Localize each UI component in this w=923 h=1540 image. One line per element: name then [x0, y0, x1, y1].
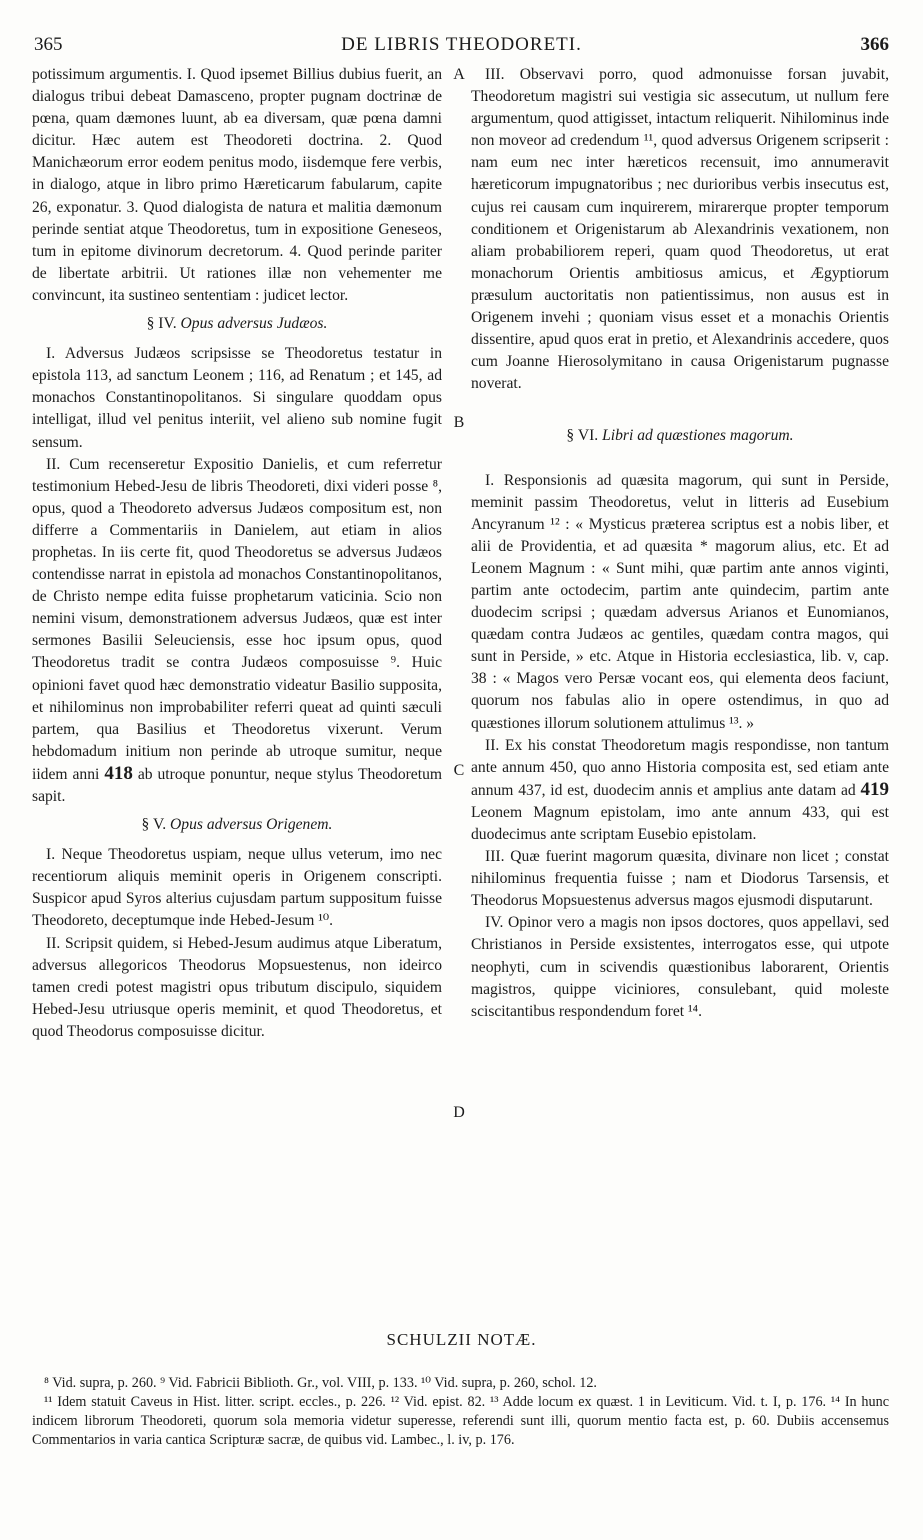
page-number-left: 365 [34, 34, 63, 55]
footnote-line-2: ¹¹ Idem statuit Caveus in Hist. litter. script. eccles., p. 226. ¹² Vid. epist. 82. ¹³ Adde locum ex quæst. 1 in Leviticum. Vid. t. I, p. 176. ¹⁴ In hunc indicem librorum Theodoreti, quorum sola memoria videtur superesse, referendi sunt illi, quorum mentio facta est, p. 60. Dubiis accensemus Commentarios in varia cantica Scripturæ sacræ, de quibus vid. Lambec., l. iv, p. 176. [32, 1394, 889, 1448]
right-column [471, 64, 889, 1023]
section-number: § VI. [566, 427, 599, 445]
paragraph-text-end: ab utroque ponuntur, neque stylus Theodoretum sapit. [32, 765, 442, 805]
right-paragraph-4: III. Quæ fuerint magorum quæsita, divinare non licet ; constat nihilominus frequentia fuisse ; nam et Diodorus Tarsensis, et Theodorus Mopsuestenus adversus magos ejusmodi disputarunt. [471, 848, 889, 910]
margin-marker-c: C [453, 762, 465, 779]
section-title: Libri ad quæstiones magorum. [602, 427, 794, 445]
page-header [34, 34, 889, 60]
footnote-line-1: ⁸ Vid. supra, p. 260. ⁹ Vid. Fabricii Biblioth. Gr., vol. VIII, p. 133. ¹⁰ Vid. supra, p. 260, schol. 12. [44, 1375, 597, 1391]
running-title: DE LIBRIS THEODORETI. [341, 34, 582, 55]
left-paragraph-4: I. Neque Theodoretus uspiam, neque ullus veterum, imo nec recentiorum aliquis meminit operis in Origenem conscripti. Suspicor apud Syros alterius cujusdam partum suppositum fuisse Theodoreto, deceptumque inde Hebed-Jesum ¹⁰. [32, 846, 442, 930]
section-title: Opus adversus Judæos. [180, 315, 328, 333]
paragraph-text: II. Ex his constat Theodoretum magis respondisse, non tantum ante annum 450, quo anno Historia composita est, sed etiam ante annum 437, id est, duodecim annis et amplius ante datam ad [471, 736, 889, 799]
section-number: § IV. [146, 315, 177, 333]
right-paragraph-1: III. Observavi porro, quod admonuisse forsan juvabit, Theodoretum magistri sui vestigia sic assecutum, ut nullum fere argumentum, quod attigisset, intactum reliquerit. Nihilominus inde non moveor ad credendum ¹¹, quod adversus Origenem scripserit : nam eum nec inter hæreticos recensuit, imo annumeravit hæreticorum impugnatoribus ; nec durioribus verbis insecutus est, cujus rei causam cum inquirerem, mirarerque propter temporum conditionem et Origenistarum ab Alexandrinis vexationem, non aliam probabiliorem reperi, quam quod Theodoretus, ut erat monachorum Orientis ambitiosus amicus, et Ægyptiorum præsulum auctoritatis non patientissimus, non ausus est in Origenem invehi ; quoniam visus esset et a monachis Orientis dissentire, apud quos erat in pretio, et Alexandrinis accedere, quos cum Joanne Hierosolymitano in causa Origenistarum pugnasse noverat. [471, 66, 889, 393]
column-number-418: 418 [104, 762, 133, 784]
right-paragraph-5: IV. Opinor vero a magis non ipsos doctores, quos appellavi, sed Christianos in Perside exsistentes, interrogatos esse, qui utpote neophyti, cum in scivendis quæstionibus laborarent, Orientis magistros, quippe viciniores, consulebant, quid moleste sciscitantibus respondendum foret ¹⁴. [471, 914, 889, 1020]
paragraph-text: II. Cum recenseretur Expositio Danielis, et cum referretur testimonium Hebed-Jesu de libris Theodoreti, dixi videri posse ⁸, opus, quod a Theodoreto adversus Judæos compositum est, non differre a Commentariis in Danielem, aut etiam in alios prophetas. In iis certe fit, quod Theodoretus se adversus Judæos contendisse narrat in epistola ad monachos Constantinopolitanos, de Christo nempe edita fuisse prophetarum vaticinia. Scio non nemini visum, demonstrationem adversus Judæos, quæ est inter sermones Basilii Seleuciensis, esse hoc ipsum opus, quod Theodoretus tradit se contra Judæos composuisse ⁹. Huic opinioni favet quod hæc demonstratio videatur Basilio supposita, et nihilominus non improbabiliter referri queat ad quinti sæculi partem, qua Basilius et Theodoretus vixerunt. Verum hebdomadum initium non perinde ab utroque sumitur, neque iidem anni [32, 455, 442, 783]
left-paragraph-1: potissimum argumentis. I. Quod ipsemet Billius dubius fuerit, an dialogus tribui debeat Damasceno, propter pugnam doctrinæ de pœna, quam dæmones luunt, ab ea diversam, quæ pœna damni dicitur. Hæc autem est Theodoreti doctrina. 2. Quod Manichæorum error eodem penitus modo, iisdemque fere verbis, in dialogo, atque in libro primo Hæreticarum fabularum, capite 26, exponatur. 3. Quod dialogista de natura et malitia dæmonum perinde sentiat atque Theodoretus, tum in expositione Geneseos, tum in epitome divinorum decretorum. 4. Quod perinde pariter de libertate arbitrii. Ut rationes illæ non vehementer me convincunt, ita sustineo sententiam : judicet lector. [32, 66, 442, 304]
page-number-right: 366 [860, 34, 889, 55]
margin-marker-d: D [453, 1104, 465, 1121]
left-paragraph-3 [32, 454, 442, 809]
right-paragraph-3 [471, 735, 889, 846]
notes-heading: SCHULZII NOTÆ. [386, 1330, 537, 1349]
section-heading-iv [32, 313, 442, 335]
left-paragraph-2: I. Adversus Judæos scripsisse se Theodoretus testatur in epistola 113, ad sanctum Leonem ; 116, ad Renatum ; et 145, ad monachos Constantinopolitanos. Si singulare quoddam opus intelligat, illud vel penitus interiit, vel alieno sub nomine fugit sensum. [32, 345, 442, 451]
paragraph-text-end: Leonem Magnum epistolam, imo ante annum 433, qui est duodecimus ante scriptam Eusebio epistolam. [471, 803, 889, 843]
section-heading-v [32, 814, 442, 836]
margin-marker-a: A [453, 66, 465, 83]
left-column [32, 64, 442, 1043]
right-paragraph-2: I. Responsionis ad quæsita magorum, qui sunt in Perside, meminit passim Theodoretus, velut in litteris ad Eusebium Ancyranum ¹² : « Mysticus præterea scriptus est a nobis liber, et alii de Providentia, et ad quæsita * magorum alius, etc. Et ad Leonem Magnum : « Sunt mihi, quæ partim ante annos viginti, partim ante octodecim, partim ante quindecim, partim ante duodecim scripsi ; quædam adversus Arianos et Eunomianos, quædam contra Judæos ac gentiles, quædam contra magos, qui sunt in Perside, » etc. Atque in Historia ecclesiastica, lib. v, cap. 38 : « Magos vero Persæ vocant eos, qui elementa deos faciunt, quorum nos fabulas alio in opere ostendimus, in quo ad quæstiones illorum solutionem attulimus ¹³. » [471, 471, 889, 732]
margin-marker-b: B [453, 414, 465, 431]
left-paragraph-5: II. Scripsit quidem, si Hebed-Jesum audimus atque Liberatum, adversus allegoricos Theodorus Mopsuestenus, non ideirco tamen credi potest magistri opus tributum discipulo, siquidem Hebed-Jesu utriusque operis meminit, et quod Theodoretus, et quod Theodorus composuisse dicitur. [32, 934, 442, 1040]
column-number-419: 419 [860, 778, 889, 800]
section-heading-vi [471, 425, 889, 447]
section-number: § V. [141, 816, 167, 834]
section-title: Opus adversus Origenem. [170, 816, 333, 834]
footnotes [32, 1374, 889, 1450]
